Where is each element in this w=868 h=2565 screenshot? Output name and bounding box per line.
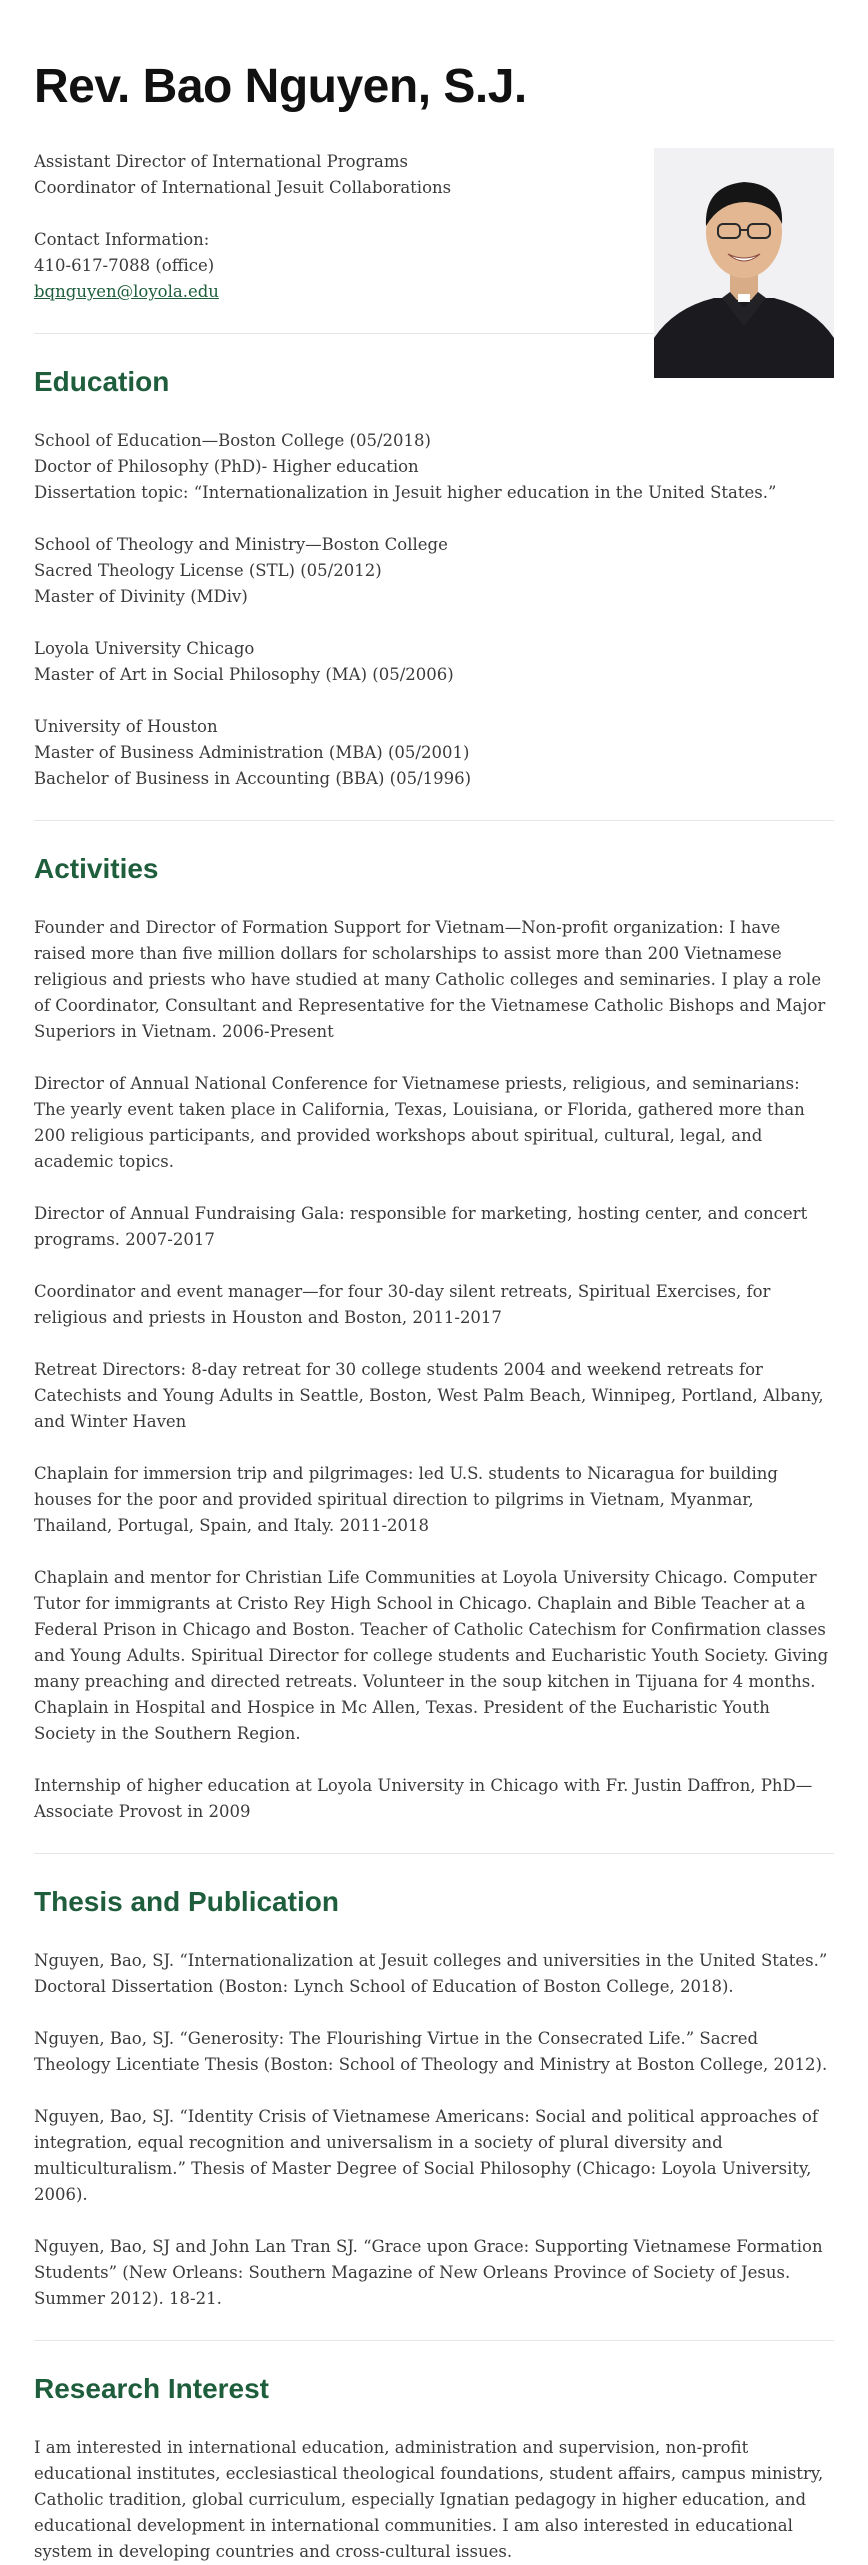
activity-item: Internship of higher education at Loyola University in Chicago with Fr. Justin Daffron, PhD—Associate Provost in 2009: [34, 1776, 813, 1821]
education-line: Bachelor of Business in Accounting (BBA) (05/1996): [34, 769, 472, 788]
education-section: [34, 364, 834, 792]
activity-item: Director of Annual National Conference for Vietnamese priests, religious, and seminarians: The yearly event taken place in California, Texas, Louisiana, or Florida, gathered more than 200 religious participants, and provided workshops about spiritual, cultural, legal, and academic topics.: [34, 1074, 805, 1171]
education-line: Sacred Theology License (STL) (05/2012): [34, 561, 382, 580]
education-line: Master of Art in Social Philosophy (MA) (05/2006): [34, 665, 454, 684]
publication-item: Nguyen, Bao, SJ. “Generosity: The Flourishing Virtue in the Consecrated Life.” Sacred Theology Licentiate Thesis (Boston: School of Theology and Ministry at Boston College, 2012).: [34, 2029, 828, 2074]
divider: [34, 1853, 834, 1854]
education-line: Doctor of Philosophy (PhD)- Higher education: [34, 457, 419, 476]
education-line: Master of Divinity (MDiv): [34, 587, 248, 606]
activity-item: Retreat Directors: 8-day retreat for 30 college students 2004 and weekend retreats for Catechists and Young Adults in Seattle, Boston, West Palm Beach, Winnipeg, Portland, Albany, and Winter Haven: [34, 1360, 824, 1431]
job-title-secondary: Coordinator of International Jesuit Collaborations: [34, 178, 452, 197]
profile-photo: [654, 148, 834, 378]
education-line: Master of Business Administration (MBA) (05/2001): [34, 743, 470, 762]
activity-item: Chaplain for immersion trip and pilgrimages: led U.S. students to Nicaragua for building houses for the poor and provided spiritual direction to pilgrims in Vietnam, Myanmar, Thailand, Portugal, Spain, and Italy. 2011-2018: [34, 1464, 778, 1535]
page-title: Rev. Bao Nguyen, S.J.: [34, 60, 527, 113]
publication-item: Nguyen, Bao, SJ. “Identity Crisis of Vietnamese Americans: Social and political approaches of integration, equal recognition and universalism in a society of plural diversity and multiculturalism.” Thesis of Master Degree of Social Philosophy (Chicago: Loyola University, 2006).: [34, 2107, 818, 2204]
education-entry: [34, 532, 834, 610]
activity-item: Coordinator and event manager—for four 30-day silent retreats, Spiritual Exercises, for religious and priests in Houston and Boston, 2011-2017: [34, 1282, 771, 1327]
publication-item: Nguyen, Bao, SJ. “Internationalization at Jesuit colleges and universities in the United States.” Doctoral Dissertation (Boston: Lynch School of Education of Boston College, 2018).: [34, 1951, 828, 1996]
publication-item: Nguyen, Bao, SJ and John Lan Tran SJ. “Grace upon Grace: Supporting Vietnamese Formation Students” (New Orleans: Southern Magazine of New Orleans Province of Society of Jesus. Summer 2012). 18-21.: [34, 2237, 823, 2308]
education-entry: [34, 636, 834, 688]
activity-item: Chaplain and mentor for Christian Life Communities at Loyola University Chicago. Computer Tutor for immigrants at Cristo Rey High School in Chicago. Chaplain and Bible Teacher at a Federal Prison in Chicago and Boston. Teacher of Catholic Catechism for Confirmation classes and Young Adults. Spiritual Director for college students and Eucharistic Youth Society. Giving many preaching and directed retreats. Volunteer in the soup kitchen in Tijuana for 4 months. Chaplain in Hospital and Hospice in Mc Allen, Texas. President of the Eucharistic Youth Society in the Southern Region.: [34, 1568, 829, 1743]
contact-label: Contact Information:: [34, 230, 210, 249]
phone-number: 410-617-7088 (office): [34, 256, 215, 275]
education-entry: [34, 714, 834, 792]
research-section: [34, 2371, 834, 2565]
activity-item: Founder and Director of Formation Support for Vietnam—Non-profit organization: I have raised more than five million dollars for scholarships to assist more than 200 Vietnamese religious and priests who have studied at many Catholic colleges and seminaries. I play a role of Coordinator, Consultant and Representative for the Vietnamese Catholic Bishops and Major Superiors in Vietnam. 2006-Present: [34, 918, 826, 1041]
education-line: School of Theology and Ministry—Boston College: [34, 535, 448, 554]
publications-section: [34, 1884, 834, 2312]
job-title: Assistant Director of International Programs: [34, 152, 408, 171]
activities-section: [34, 851, 834, 1825]
education-line: University of Houston: [34, 717, 218, 736]
education-line: School of Education—Boston College (05/2018): [34, 431, 431, 450]
section-heading-research: Research Interest: [34, 2373, 270, 2404]
profile-header: [34, 149, 834, 305]
activity-item: Director of Annual Fundraising Gala: responsible for marketing, hosting center, and concert programs. 2007-2017: [34, 1204, 808, 1249]
section-heading-activities: Activities: [34, 853, 159, 884]
research-text: I am interested in international education, administration and supervision, non-profit educational institutes, ecclesiastical theological foundations, student affairs, campus ministry, Catholic tradition, global curriculum, especially Ignatian pedagogy in higher education, and educational development in international communities. I am also interested in educational system in developing countries and cross-cultural issues.: [34, 2438, 824, 2561]
section-heading-education: Education: [34, 366, 170, 397]
education-line: Dissertation topic: “Internationalization in Jesuit higher education in the United States.”: [34, 483, 777, 502]
divider: [34, 2340, 834, 2341]
education-line: Loyola University Chicago: [34, 639, 255, 658]
education-entry: [34, 428, 834, 506]
section-heading-publications: Thesis and Publication: [34, 1886, 339, 1917]
divider: [34, 820, 834, 821]
email-link[interactable]: bqnguyen@loyola.edu: [34, 282, 219, 301]
